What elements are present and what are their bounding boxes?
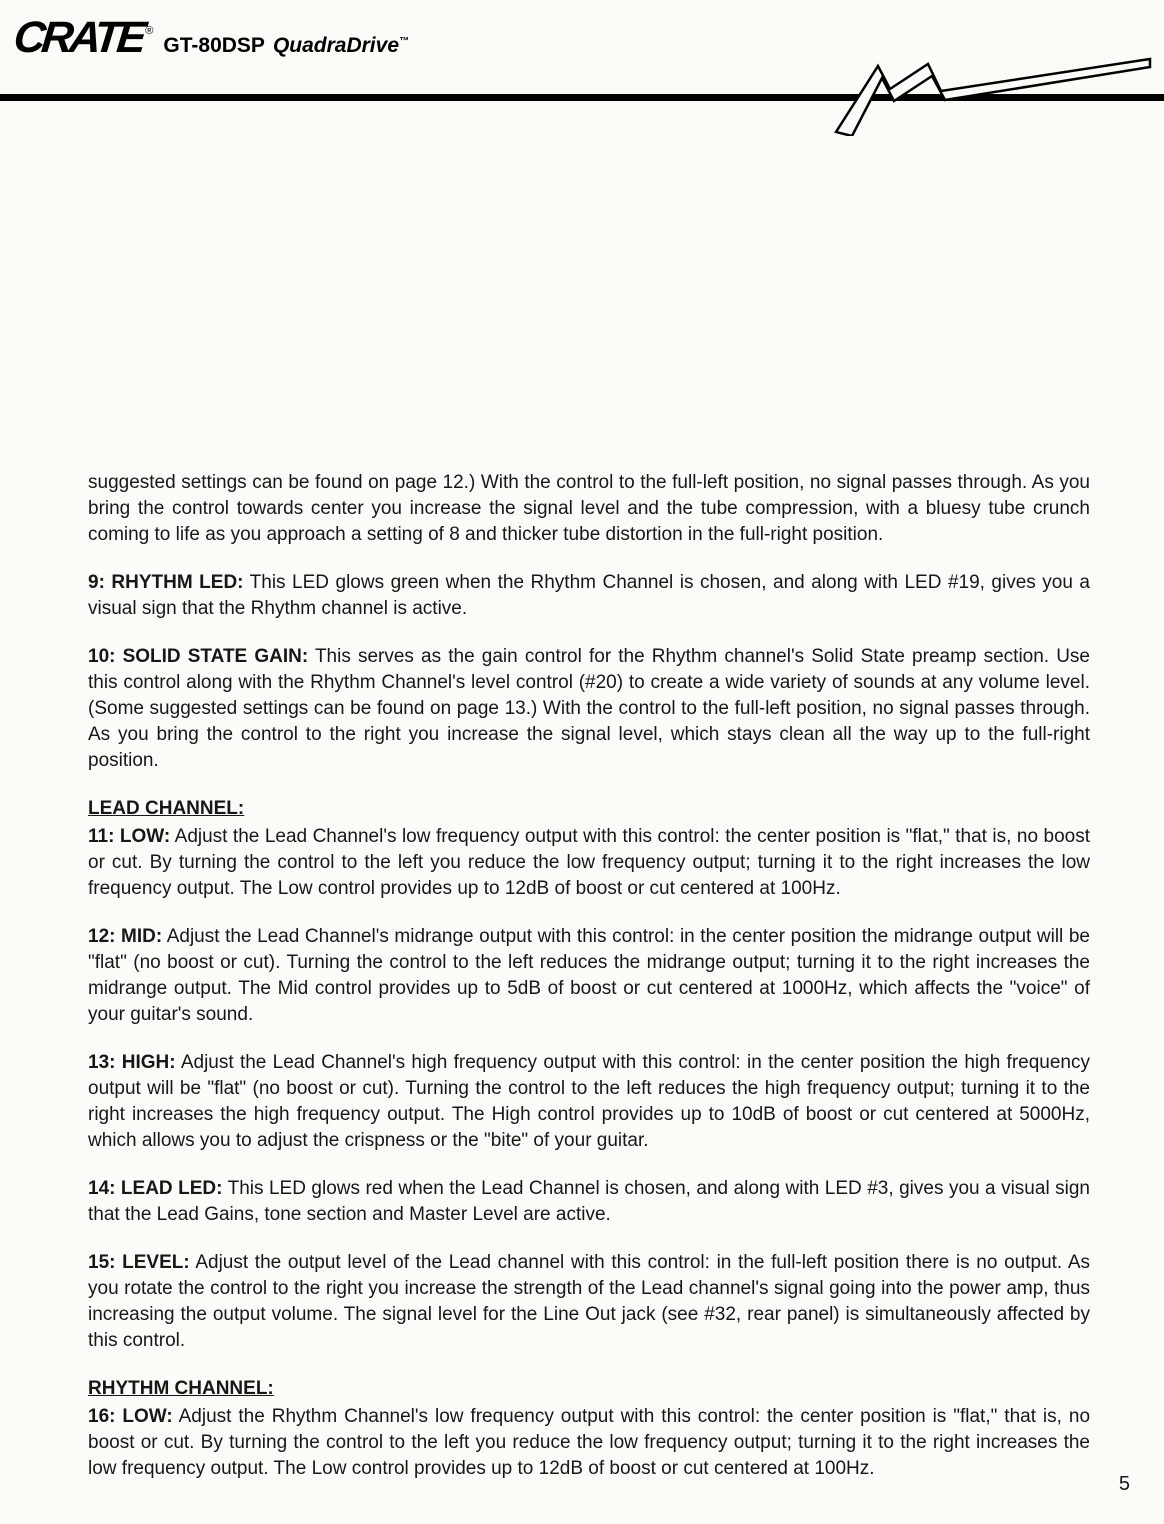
item-text: Adjust the Lead Channel's high frequency output with this control: in the center position the high frequency output will be "flat" (no boost or cut). Turning the control to the left reduces the high frequency output; turning it to the right increases the high frequency output. The High control provides up to 10dB of boost or cut centered at 5000Hz, which allows you to adjust the crispness or the "bite" of your guitar. — [88, 1052, 1090, 1151]
item-paragraph-12 — [88, 924, 1090, 1028]
masthead — [0, 0, 1164, 140]
item-label: 12: MID: — [88, 926, 163, 947]
registered-trademark-symbol: ® — [145, 25, 154, 37]
item-text: This serves as the gain control for the Rhythm channel's Solid State preamp section. Use this control along with the Rhythm Channel's level control (#20) to create a wide variety of sounds at any volume level. (Some suggested settings can be found on page 13.) With the control to the full-left position, no signal passes through. As you bring the control to the right you increase the signal level, which stays clean all the way up to the full-right position. — [88, 646, 1090, 771]
item-paragraph-14 — [88, 1176, 1090, 1228]
item-paragraph-13 — [88, 1050, 1090, 1154]
item-label: 15: LEVEL: — [88, 1252, 190, 1273]
item-paragraph-15 — [88, 1250, 1090, 1354]
section-heading-rhythm-channel: RHYTHM CHANNEL: — [88, 1378, 274, 1399]
product-name-text: QuadraDrive — [272, 34, 400, 57]
item-label: 10: SOLID STATE GAIN: — [88, 646, 309, 667]
trademark-symbol: ™ — [399, 36, 410, 47]
body-text — [88, 470, 1090, 1504]
item-text: This LED glows red when the Lead Channel is chosen, and along with LED #3, gives you a visual sign that the Lead Gains, tone section and Master Level are active. — [88, 1178, 1090, 1225]
page-number: 5 — [1118, 1473, 1130, 1495]
item-label: 14: LEAD LED: — [88, 1178, 223, 1199]
item-label: 13: HIGH: — [88, 1052, 176, 1073]
item-text: Adjust the Rhythm Channel's low frequency output with this control: the center position is "flat," that is, no boost or cut. By turning the control to the left you reduce the low frequency output; turning it to the right increases the low frequency output. The Low control provides up to 12dB of boost or cut centered at 100Hz. — [88, 1406, 1091, 1479]
section-heading-lead-channel: LEAD CHANNEL: — [88, 798, 245, 819]
model-name: GT-80DSP — [163, 34, 265, 57]
brand-row — [11, 13, 410, 62]
item-text: Adjust the Lead Channel's midrange output with this control: in the center position the midrange output will be "flat" (no boost or cut). Turning the control to the left reduces the midrange output; turning it to the right increases the midrange output. The Mid control provides up to 5dB of boost or cut centered at 1000Hz, which affects the "voice" of your guitar's sound. — [88, 926, 1090, 1025]
item-text: Adjust the Lead Channel's low frequency output with this control: the center position is "flat," that is, no boost or cut. By turning the control to the left you reduce the low frequency output; turning it to the right increases the low frequency output. The Low control provides up to 12dB of boost or cut centered at 100Hz. — [88, 826, 1090, 899]
item-label: 9: RHYTHM LED: — [88, 572, 244, 593]
lightning-zigzag-graphic — [828, 52, 1158, 136]
product-name — [273, 34, 409, 58]
item-paragraph-16 — [88, 1404, 1090, 1482]
lead-in-paragraph: suggested settings can be found on page 12.) With the control to the full-left position, no signal passes through. As you bring the control towards center you increase the signal level and the tube compression, with a bluesy tube crunch coming to life as you approach a setting of 8 and thicker tube distortion in the full-right position. — [88, 472, 1090, 545]
item-paragraph-10 — [88, 644, 1090, 774]
crate-logo: CRATE — [11, 13, 145, 62]
item-label: 11: LOW: — [88, 826, 171, 847]
item-label: 16: LOW: — [88, 1406, 173, 1427]
item-text: Adjust the output level of the Lead channel with this control: in the full-left position there is no output. As you rotate the control to the right you increase the strength of the Lead channel's signal going into the power amp, thus increasing the output volume. The signal level for the Line Out jack (see #32, rear panel) is simultaneously affected by this control. — [88, 1252, 1090, 1351]
item-paragraph-9 — [88, 570, 1090, 622]
item-text: This LED glows green when the Rhythm Channel is chosen, and along with LED #19, gives you a visual sign that the Rhythm channel is active. — [88, 572, 1090, 619]
item-paragraph-11 — [88, 824, 1090, 902]
